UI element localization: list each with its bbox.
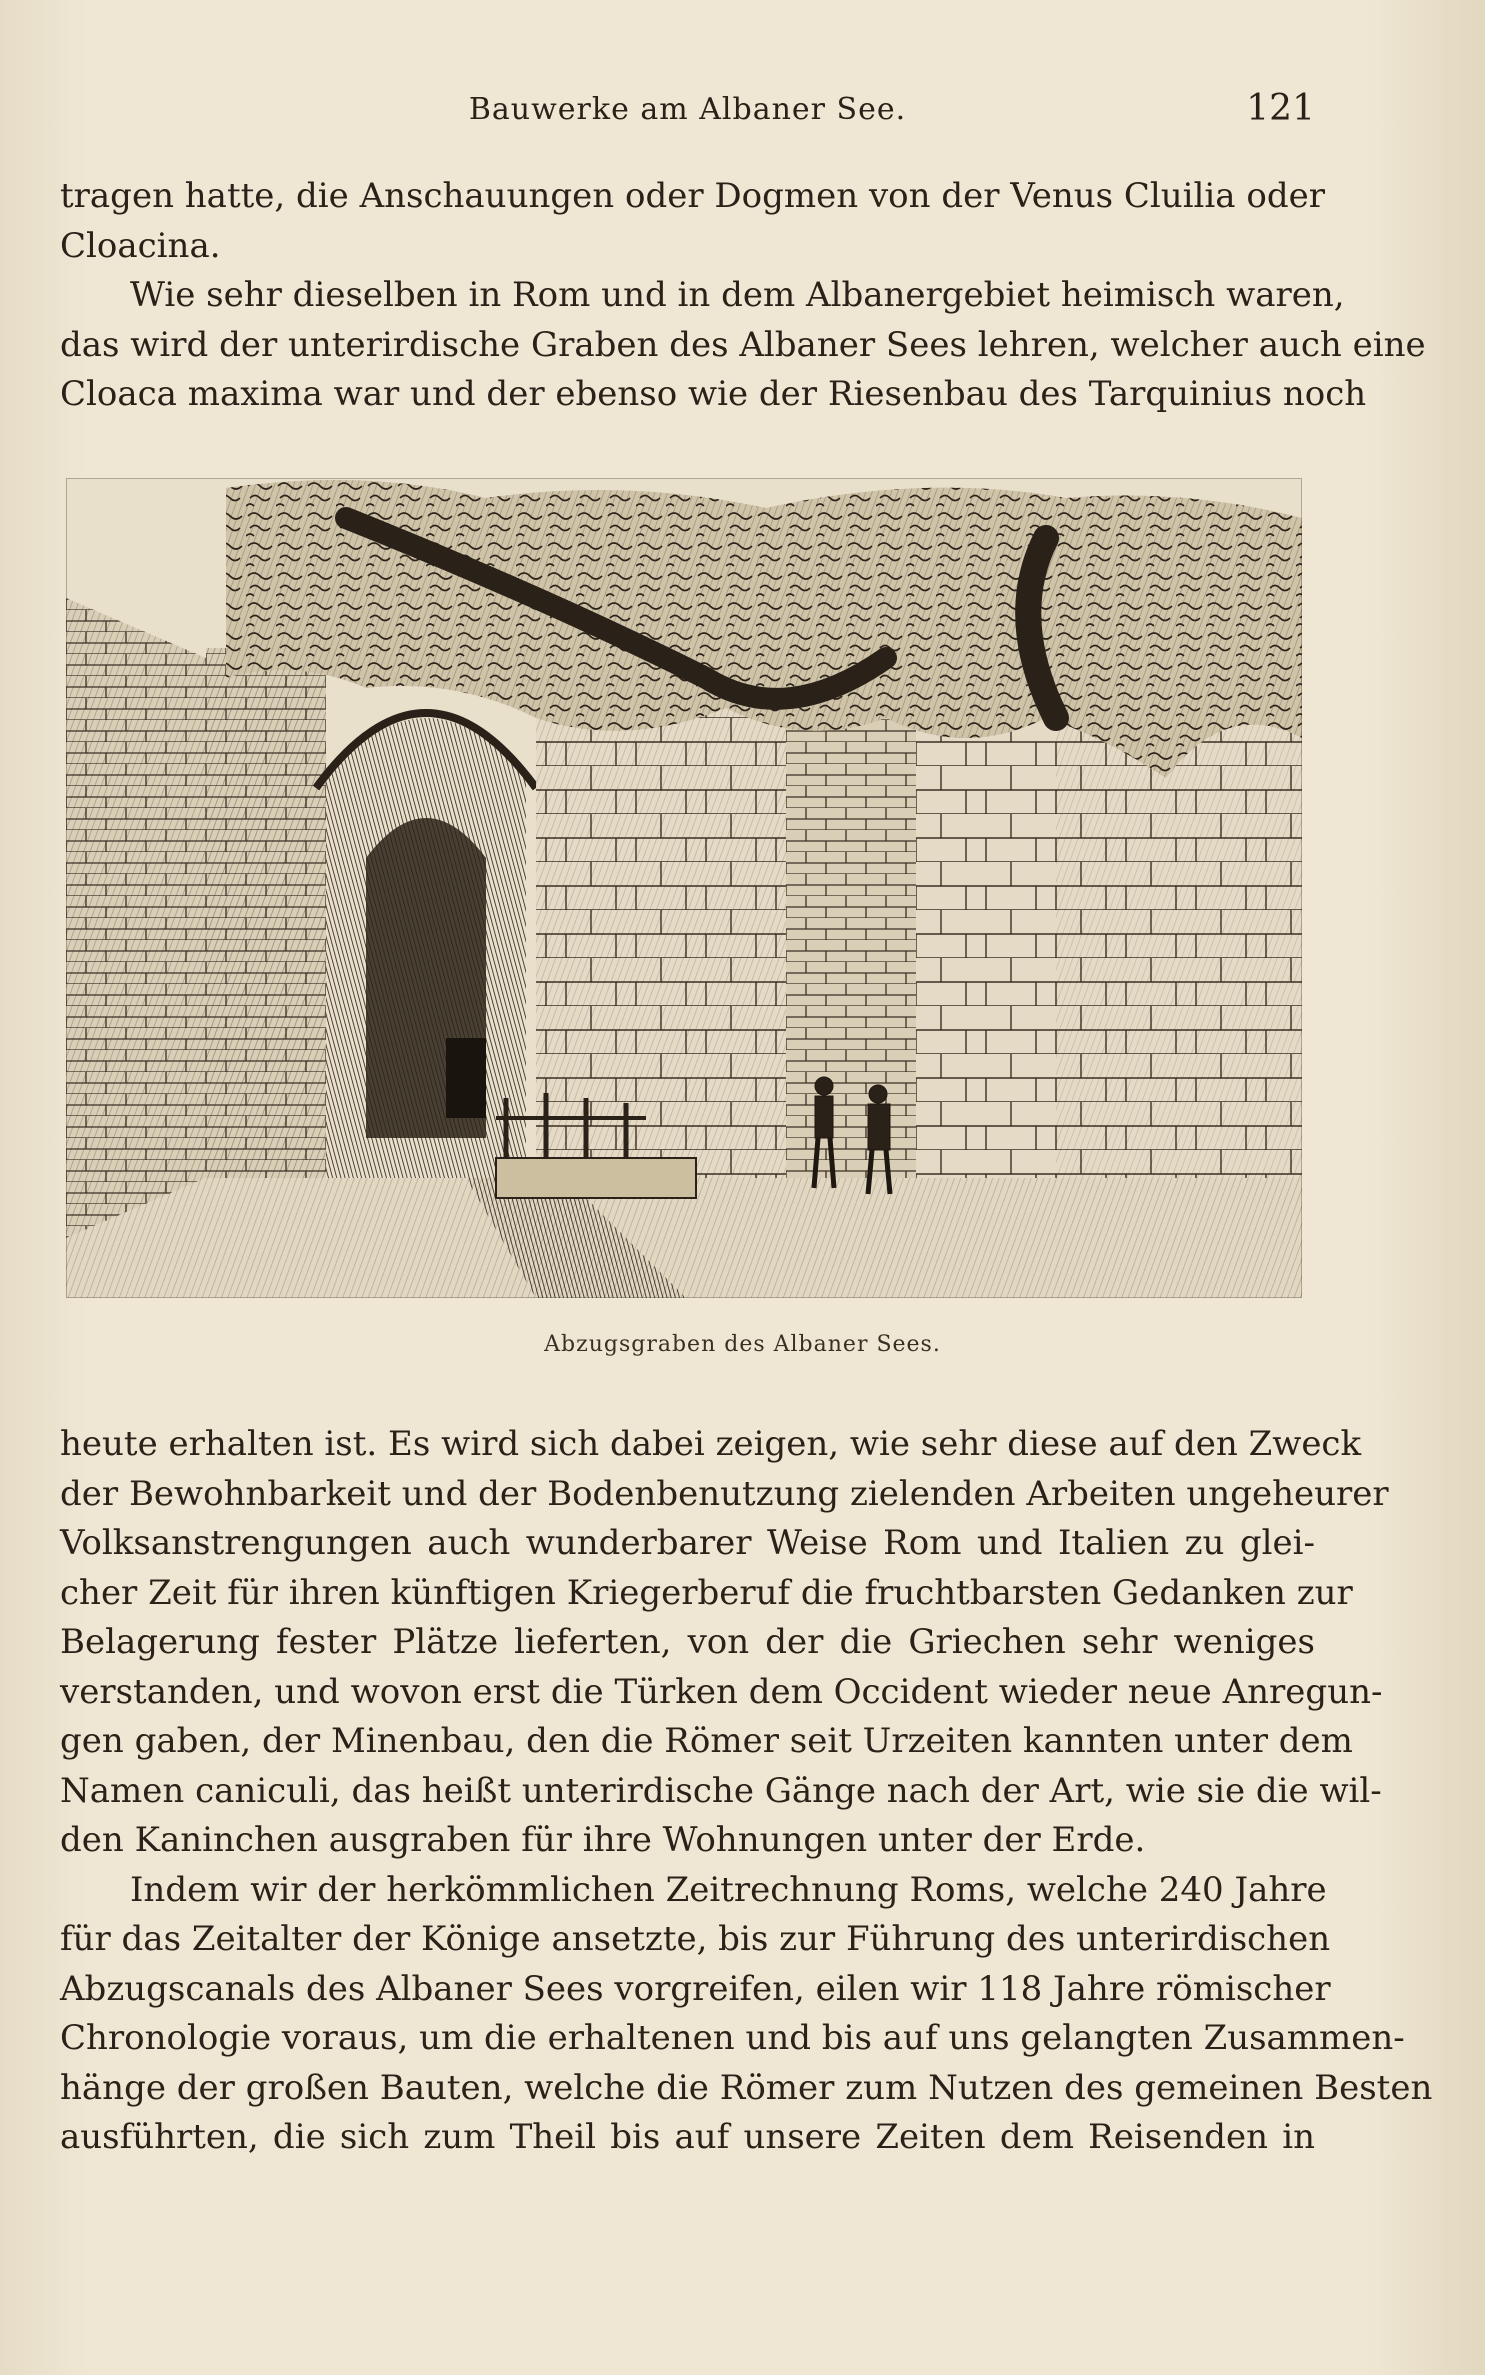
text-line: Wie sehr dieselben in Rom und in dem Albanergebiet heimisch waren,	[130, 275, 1345, 315]
page-number: 121	[1246, 88, 1315, 129]
text-line: Belagerung fester Plätze lieferten, von der die Griechen sehr weniges	[60, 1622, 1315, 1662]
text-line: den Kaninchen ausgraben für ihre Wohnungen unter der Erde.	[60, 1820, 1146, 1860]
running-title: Bauwerke am Albaner See.	[468, 92, 907, 127]
text-line: tragen hatte, die Anschauungen oder Dogmen von der Venus Cluilia oder	[60, 176, 1325, 216]
engraving-illustration	[66, 478, 1302, 1298]
text-line: der Bewohnbarkeit und der Bodenbenutzung zielenden Arbeiten ungeheurer	[60, 1473, 1389, 1514]
text-line: hänge der großen Bauten, welche die Römer zum Nutzen des gemeinen Besten	[60, 2067, 1433, 2108]
paragraph-bottom	[60, 1420, 1433, 2163]
paragraph-top	[60, 172, 1426, 420]
text-line: das wird der unterirdische Graben des Albaner Sees lehren, welcher auch eine	[60, 324, 1426, 365]
text-line: Namen caniculi, das heißt unterirdische Gänge nach der Art, wie sie die wil-	[60, 1770, 1382, 1811]
text-line: Chronologie voraus, um die erhaltenen und bis auf uns gelangten Zusammen-	[60, 2018, 1405, 2058]
text-line: heute erhalten ist. Es wird sich dabei zeigen, wie sehr diese auf den Zweck	[60, 1424, 1362, 1464]
text-line: Cloacina.	[60, 225, 221, 266]
text-line: verstanden, und wovon erst die Türken dem Occident wieder neue Anregun-	[60, 1671, 1383, 1712]
text-line: Volksanstrengungen auch wunderbarer Weise Rom und Italien zu glei-	[60, 1523, 1315, 1563]
tunnel-engraving	[66, 478, 1302, 1298]
text-line: Indem wir der herkömmlichen Zeitrechnung Roms, welche 240 Jahre	[130, 1869, 1327, 1910]
figure-caption: Abzugsgraben des Albaner Sees.	[544, 1332, 941, 1357]
text-line: Abzugscanals des Albaner Sees vorgreifen, eilen wir 118 Jahre römischer	[60, 1968, 1331, 2009]
text-line: cher Zeit für ihren künftigen Kriegerberuf die fruchtbarsten Gedanken zur	[60, 1572, 1353, 1613]
page-header	[60, 88, 1315, 142]
text-line: Cloaca maxima war und der ebenso wie der Riesenbau des Tarquinius noch	[60, 374, 1367, 414]
text-line: gen gaben, der Minenbau, den die Römer seit Urzeiten kannten unter dem	[60, 1721, 1353, 1761]
text-line: ausführten, die sich zum Theil bis auf unsere Zeiten dem Reisenden in	[60, 2117, 1315, 2157]
text-line: für das Zeitalter der Könige ansetzte, bis zur Führung des unterirdischen	[60, 1919, 1331, 1959]
